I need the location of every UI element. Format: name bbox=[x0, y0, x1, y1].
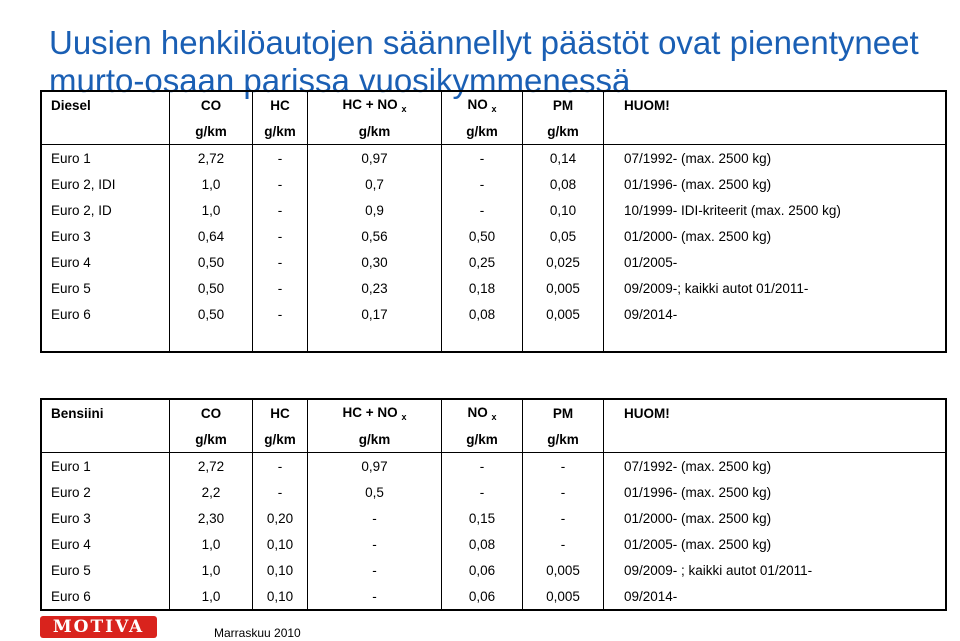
cell-standard: Euro 4 bbox=[51, 254, 91, 270]
unit-nox: g/km bbox=[442, 118, 523, 145]
table-row bbox=[41, 145, 946, 172]
petrol-unit-row bbox=[41, 426, 946, 453]
unit-nox: g/km bbox=[442, 426, 523, 453]
cell-hc: - bbox=[253, 249, 308, 275]
col-note: HUOM! bbox=[604, 399, 947, 426]
cell-standard: Euro 5 bbox=[51, 562, 91, 578]
cell-co: 1,0 bbox=[170, 557, 253, 583]
logo-text: MOTIVA bbox=[52, 617, 145, 637]
cell-pm: 0,14 bbox=[523, 145, 604, 172]
cell-hc: - bbox=[253, 145, 308, 172]
col-pm: PM bbox=[523, 91, 604, 118]
unit-hc-nox: g/km bbox=[308, 118, 442, 145]
cell-standard: Euro 3 bbox=[51, 510, 91, 526]
petrol-label: Bensiini bbox=[51, 405, 104, 421]
cell-standard: Euro 6 bbox=[51, 588, 91, 604]
table-row bbox=[41, 275, 946, 301]
cell-note: 09/2014- bbox=[604, 583, 947, 610]
col-hc-nox: HC + NO $_x$ bbox=[308, 91, 442, 118]
unit-hc: g/km bbox=[253, 118, 308, 145]
cell-pm: 0,005 bbox=[523, 557, 604, 583]
cell-hc: - bbox=[253, 171, 308, 197]
cell-hc-nox: 0,5 bbox=[308, 479, 442, 505]
cell-hc-nox: - bbox=[308, 505, 442, 531]
cell-note: 09/2009- ; kaikki autot 01/2011- bbox=[604, 557, 947, 583]
cell-hc-nox: 0,97 bbox=[308, 145, 442, 172]
cell-pm: - bbox=[523, 453, 604, 480]
table-row bbox=[41, 479, 946, 505]
cell-hc-nox: 0,30 bbox=[308, 249, 442, 275]
col-nox: NO $_x$ bbox=[442, 399, 523, 426]
cell-standard: Euro 1 bbox=[51, 150, 91, 166]
cell-nox: - bbox=[442, 145, 523, 172]
cell-standard: Euro 2 bbox=[51, 484, 91, 500]
unit-pm: g/km bbox=[523, 426, 604, 453]
cell-hc-nox: - bbox=[308, 583, 442, 610]
cell-co: 2,2 bbox=[170, 479, 253, 505]
cell-co: 0,50 bbox=[170, 301, 253, 352]
cell-co: 2,72 bbox=[170, 145, 253, 172]
table-row bbox=[41, 453, 946, 480]
col-co: CO bbox=[170, 91, 253, 118]
petrol-header-row bbox=[41, 399, 946, 426]
table-row bbox=[41, 583, 946, 610]
cell-co: 1,0 bbox=[170, 583, 253, 610]
unit-co: g/km bbox=[170, 426, 253, 453]
cell-co: 0,50 bbox=[170, 249, 253, 275]
cell-nox: - bbox=[442, 171, 523, 197]
cell-note: 10/1999- IDI-kriteerit (max. 2500 kg) bbox=[604, 197, 947, 223]
motiva-logo bbox=[40, 616, 157, 638]
table-row bbox=[41, 223, 946, 249]
cell-nox: - bbox=[442, 453, 523, 480]
cell-co: 1,0 bbox=[170, 531, 253, 557]
cell-nox: - bbox=[442, 479, 523, 505]
diesel-unit-row bbox=[41, 118, 946, 145]
cell-co: 2,30 bbox=[170, 505, 253, 531]
unit-hc-nox: g/km bbox=[308, 426, 442, 453]
col-hc: HC bbox=[253, 399, 308, 426]
col-co: CO bbox=[170, 399, 253, 426]
cell-pm: 0,05 bbox=[523, 223, 604, 249]
cell-hc: - bbox=[253, 479, 308, 505]
cell-pm: - bbox=[523, 479, 604, 505]
cell-note: 07/1992- (max. 2500 kg) bbox=[604, 145, 947, 172]
cell-pm: 0,08 bbox=[523, 171, 604, 197]
col-nox: NO $_x$ bbox=[442, 91, 523, 118]
petrol-emissions-table bbox=[40, 398, 947, 611]
cell-co: 0,50 bbox=[170, 275, 253, 301]
table-row bbox=[41, 249, 946, 275]
cell-hc-nox: 0,23 bbox=[308, 275, 442, 301]
cell-hc-nox: 0,9 bbox=[308, 197, 442, 223]
cell-co: 1,0 bbox=[170, 171, 253, 197]
cell-pm: 0,005 bbox=[523, 583, 604, 610]
diesel-label: Diesel bbox=[51, 97, 91, 113]
cell-hc-nox: 0,97 bbox=[308, 453, 442, 480]
cell-co: 1,0 bbox=[170, 197, 253, 223]
cell-nox: 0,08 bbox=[442, 301, 523, 352]
cell-hc-nox: - bbox=[308, 557, 442, 583]
cell-hc-nox: 0,7 bbox=[308, 171, 442, 197]
cell-nox: 0,50 bbox=[442, 223, 523, 249]
cell-standard: Euro 5 bbox=[51, 280, 91, 296]
cell-note: 01/2005- bbox=[604, 249, 947, 275]
cell-nox: - bbox=[442, 197, 523, 223]
cell-note: 07/1992- (max. 2500 kg) bbox=[604, 453, 947, 480]
col-note: HUOM! bbox=[604, 91, 947, 118]
cell-hc: - bbox=[253, 223, 308, 249]
cell-co: 0,64 bbox=[170, 223, 253, 249]
cell-standard: Euro 1 bbox=[51, 458, 91, 474]
footer-date: Marraskuu 2010 bbox=[214, 626, 301, 640]
cell-standard: Euro 4 bbox=[51, 536, 91, 552]
cell-hc: - bbox=[253, 301, 308, 352]
cell-hc-nox: - bbox=[308, 531, 442, 557]
table-row bbox=[41, 531, 946, 557]
cell-standard: Euro 3 bbox=[51, 228, 91, 244]
cell-pm: - bbox=[523, 531, 604, 557]
cell-hc-nox: 0,56 bbox=[308, 223, 442, 249]
cell-standard: Euro 2, ID bbox=[51, 202, 112, 218]
cell-co: 2,72 bbox=[170, 453, 253, 480]
table-row bbox=[41, 171, 946, 197]
cell-pm: 0,10 bbox=[523, 197, 604, 223]
unit-hc: g/km bbox=[253, 426, 308, 453]
cell-pm: 0,005 bbox=[523, 301, 604, 352]
cell-hc: 0,10 bbox=[253, 531, 308, 557]
cell-pm: 0,005 bbox=[523, 275, 604, 301]
page-title: Uusien henkilöautojen säännellyt päästöt ovat pienentyneet murto-osaan parissa vuosikymmenessä bbox=[49, 24, 919, 100]
cell-note: 09/2014- bbox=[604, 301, 947, 352]
table-row bbox=[41, 301, 946, 352]
cell-hc: 0,20 bbox=[253, 505, 308, 531]
cell-note: 01/1996- (max. 2500 kg) bbox=[604, 479, 947, 505]
cell-nox: 0,08 bbox=[442, 531, 523, 557]
cell-note: 09/2009-; kaikki autot 01/2011- bbox=[604, 275, 947, 301]
table-row bbox=[41, 505, 946, 531]
table-row bbox=[41, 557, 946, 583]
cell-pm: 0,025 bbox=[523, 249, 604, 275]
table-row bbox=[41, 197, 946, 223]
cell-note: 01/2005- (max. 2500 kg) bbox=[604, 531, 947, 557]
cell-hc-nox: 0,17 bbox=[308, 301, 442, 352]
cell-hc: - bbox=[253, 275, 308, 301]
cell-hc: 0,10 bbox=[253, 583, 308, 610]
unit-co: g/km bbox=[170, 118, 253, 145]
cell-hc: 0,10 bbox=[253, 557, 308, 583]
cell-nox: 0,06 bbox=[442, 583, 523, 610]
cell-nox: 0,06 bbox=[442, 557, 523, 583]
cell-nox: 0,18 bbox=[442, 275, 523, 301]
cell-note: 01/2000- (max. 2500 kg) bbox=[604, 505, 947, 531]
cell-pm: - bbox=[523, 505, 604, 531]
cell-hc: - bbox=[253, 197, 308, 223]
cell-standard: Euro 6 bbox=[51, 307, 91, 322]
cell-standard: Euro 2, IDI bbox=[51, 176, 116, 192]
diesel-header-row bbox=[41, 91, 946, 118]
cell-note: 01/2000- (max. 2500 kg) bbox=[604, 223, 947, 249]
col-pm: PM bbox=[523, 399, 604, 426]
cell-hc: - bbox=[253, 453, 308, 480]
col-hc: HC bbox=[253, 91, 308, 118]
cell-nox: 0,15 bbox=[442, 505, 523, 531]
cell-nox: 0,25 bbox=[442, 249, 523, 275]
diesel-emissions-table bbox=[40, 90, 947, 353]
cell-note: 01/1996- (max. 2500 kg) bbox=[604, 171, 947, 197]
unit-pm: g/km bbox=[523, 118, 604, 145]
col-hc-nox: HC + NO $_x$ bbox=[308, 399, 442, 426]
